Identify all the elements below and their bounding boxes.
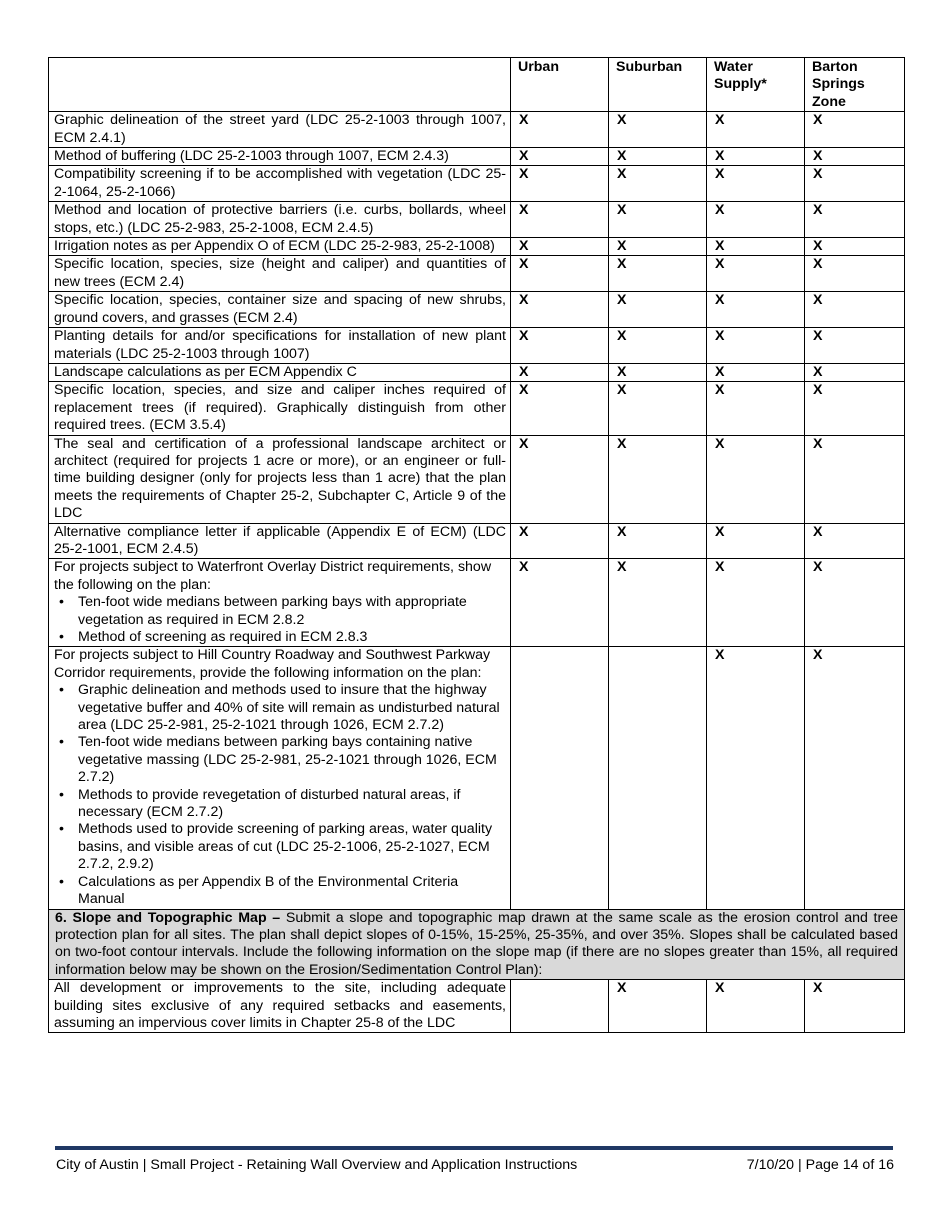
requirement-text: Graphic delineation of the street yard (LDC 25-2-1003 through 1007, ECM 2.4.1) (49, 112, 511, 148)
requirement-mark: X (511, 382, 609, 435)
bullet-item: • Calculations as per Appendix B of the Environmental Criteria Manual (54, 874, 506, 909)
header-blank (49, 58, 511, 112)
requirement-mark: X (707, 166, 805, 202)
requirements-table (48, 57, 905, 1033)
requirement-mark: X (511, 559, 609, 647)
requirement-mark: X (707, 202, 805, 238)
requirement-text: Method of buffering (LDC 25-2-1003 through 1007, ECM 2.4.3) (49, 148, 511, 166)
bullet-item: • Methods to provide revegetation of disturbed natural areas, if necessary (ECM 2.7.2) (54, 787, 506, 822)
header-urban: Urban (511, 58, 609, 112)
requirement-mark: X (511, 256, 609, 292)
requirement-mark: X (805, 166, 905, 202)
requirement-mark: X (707, 523, 805, 559)
requirement-text: Method and location of protective barriers (i.e. curbs, bollards, wheel stops, etc.) (LDC 25-2-983, 25-2-1008, ECM 2.4.5) (49, 202, 511, 238)
table-header-row (49, 58, 905, 112)
footer-title: City of Austin | Small Project - Retaining Wall Overview and Application Instructions (56, 1157, 578, 1173)
footer-rule (55, 1146, 893, 1150)
requirement-mark: X (511, 112, 609, 148)
requirement-text: Compatibility screening if to be accomplished with vegetation (LDC 25-2-1064, 25-2-1066) (49, 166, 511, 202)
requirement-mark: X (609, 559, 707, 647)
requirement-mark: X (805, 647, 905, 909)
requirement-mark: X (805, 112, 905, 148)
requirement-mark: X (707, 382, 805, 435)
requirement-mark: X (609, 435, 707, 523)
requirement-mark: X (805, 559, 905, 647)
requirement-mark (511, 980, 609, 1033)
table-row (49, 328, 905, 364)
header-barton-springs: Barton Springs Zone (805, 58, 905, 112)
requirement-text: Specific location, species, size (height and caliper) and quantities of new trees (ECM 2.4) (49, 256, 511, 292)
requirement-text (49, 647, 511, 909)
table-row-waterfront (49, 559, 905, 647)
requirement-mark: X (609, 328, 707, 364)
requirement-text: Planting details for and/or specifications for installation of new plant materials (LDC 25-2-1003 through 1007) (49, 328, 511, 364)
requirement-text: Specific location, species, container size and spacing of new shrubs, ground covers, and grasses (ECM 2.4) (49, 292, 511, 328)
table-row (49, 363, 905, 381)
bullet-list (54, 594, 506, 646)
requirement-mark: X (707, 363, 805, 381)
requirement-text: Specific location, species, and size and caliper inches required of replacement trees (if required). Graphically distinguish from other required trees. (ECM 3.5.4) (49, 382, 511, 435)
requirement-mark: X (707, 559, 805, 647)
table-row (49, 292, 905, 328)
requirement-mark: X (511, 148, 609, 166)
requirement-mark: X (609, 382, 707, 435)
requirement-mark: X (511, 363, 609, 381)
requirement-mark: X (805, 980, 905, 1033)
requirement-mark: X (707, 256, 805, 292)
requirement-mark: X (707, 112, 805, 148)
section-6-body: Submit a slope and topographic map drawn at the same scale as the erosion control and tree protection plan for all sites. The plan shall depict slopes of 0-15%, 15-25%, 25-35%, and over 35%. Slopes shall be calculated based on two-foot contour intervals. Include the following information on the slope map (if there are no slopes greater than 15%, all required information below may be shown on the Erosion/Sedimentation Control Plan): (55, 909, 898, 978)
requirement-text: All development or improvements to the site, including adequate building sites exclusive of any required setbacks and easements, assuming an impervious cover limits in Chapter 25-8 of the LDC (49, 980, 511, 1033)
requirement-mark: X (609, 256, 707, 292)
requirement-mark: X (609, 112, 707, 148)
header-suburban: Suburban (609, 58, 707, 112)
table-row (49, 256, 905, 292)
requirement-mark: X (609, 148, 707, 166)
requirement-mark: X (805, 523, 905, 559)
requirement-mark: X (707, 148, 805, 166)
requirement-mark: X (805, 435, 905, 523)
requirement-mark: X (511, 238, 609, 256)
table-row (49, 382, 905, 435)
requirement-mark: X (805, 238, 905, 256)
section-6-title: 6. Slope and Topographic Map – (55, 909, 281, 926)
requirement-mark: X (511, 523, 609, 559)
section-6-text (49, 909, 905, 980)
requirement-mark: X (609, 523, 707, 559)
table-row-hill-country (49, 647, 905, 909)
requirement-mark: X (511, 202, 609, 238)
bullet-list (54, 682, 506, 908)
requirement-mark: X (805, 148, 905, 166)
requirement-text: Irrigation notes as per Appendix O of ECM (LDC 25-2-983, 25-2-1008) (49, 238, 511, 256)
requirement-text: The seal and certification of a professional landscape architect or architect (required for projects 1 acre or more), or an engineer or full-time building designer (only for projects less than 1 acre) that the plan meets the requirements of Chapter 25-2, Subchapter C, Article 9 of the LDC (49, 435, 511, 523)
requirement-mark: X (805, 328, 905, 364)
section-6-header-row (49, 909, 905, 980)
bullet-item: • Ten-foot wide medians between parking bays with appropriate vegetation as required in ECM 2.8.2 (54, 594, 506, 629)
footer-page-number: 7/10/20 | Page 14 of 16 (746, 1157, 894, 1173)
requirement-mark: X (609, 363, 707, 381)
requirement-mark: X (707, 328, 805, 364)
requirement-mark (511, 647, 609, 909)
table-row (49, 523, 905, 559)
requirement-mark: X (707, 435, 805, 523)
table-row (49, 148, 905, 166)
table-row-last (49, 980, 905, 1033)
requirement-intro: For projects subject to Hill Country Roadway and Southwest Parkway Corridor requirements, provide the following information on the plan: (54, 647, 491, 681)
bullet-item: • Method of screening as required in ECM 2.8.3 (54, 629, 506, 646)
requirement-mark: X (609, 166, 707, 202)
requirement-mark (609, 647, 707, 909)
requirement-intro: For projects subject to Waterfront Overlay District requirements, show the following on the plan: (54, 559, 492, 593)
requirement-mark: X (707, 647, 805, 909)
requirement-mark: X (609, 292, 707, 328)
requirement-mark: X (805, 292, 905, 328)
requirement-mark: X (805, 202, 905, 238)
table-row (49, 238, 905, 256)
requirement-mark: X (511, 328, 609, 364)
table-row (49, 112, 905, 148)
requirement-text: Alternative compliance letter if applicable (Appendix E of ECM) (LDC 25-2-1001, ECM 2.4.5) (49, 523, 511, 559)
requirement-mark: X (707, 238, 805, 256)
requirement-mark: X (511, 435, 609, 523)
requirement-text (49, 559, 511, 647)
requirement-mark: X (511, 292, 609, 328)
table-row (49, 435, 905, 523)
requirement-mark: X (805, 382, 905, 435)
table-row (49, 166, 905, 202)
bullet-item: • Graphic delineation and methods used to insure that the highway vegetative buffer and 40% of site will remain as undisturbed natural area (LDC 25-2-981, 25-2-1021 through 1026, ECM 2.7.2) (54, 682, 506, 734)
requirement-mark: X (609, 980, 707, 1033)
requirement-mark: X (609, 202, 707, 238)
header-water-supply: Water Supply* (707, 58, 805, 112)
requirement-mark: X (511, 166, 609, 202)
requirement-mark: X (805, 363, 905, 381)
requirement-mark: X (805, 256, 905, 292)
requirement-mark: X (707, 980, 805, 1033)
requirement-mark: X (609, 238, 707, 256)
bullet-item: • Methods used to provide screening of parking areas, water quality basins, and visible areas of cut (LDC 25-2-1006, 25-2-1027, ECM 2.7.2, 2.9.2) (54, 821, 506, 873)
table-row (49, 202, 905, 238)
bullet-item: • Ten-foot wide medians between parking bays containing native vegetative massing (LDC 25-2-981, 25-2-1021 through 1026, ECM 2.7.2) (54, 734, 506, 786)
requirement-text: Landscape calculations as per ECM Appendix C (49, 363, 511, 381)
requirement-mark: X (707, 292, 805, 328)
